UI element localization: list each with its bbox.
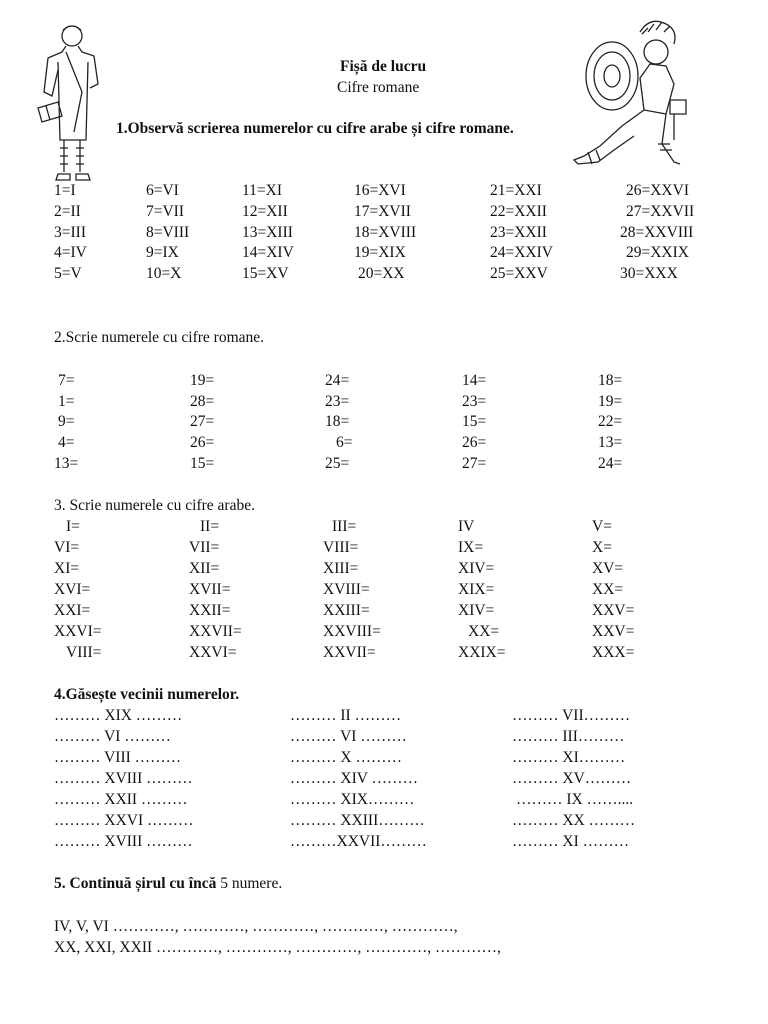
table-cell: 3=III xyxy=(54,224,86,241)
table-cell: 17=XVII xyxy=(354,203,411,220)
table-cell: II= xyxy=(200,518,220,535)
table-cell: ……… VIII ……… xyxy=(54,749,182,766)
roman-citizen-illustration xyxy=(36,22,106,182)
table-cell: ……… XI……… xyxy=(512,749,626,766)
table-row xyxy=(0,225,768,245)
table-cell: 25=XXV xyxy=(490,265,548,282)
table-cell: XXIX= xyxy=(458,644,506,661)
section1-heading: 1.Observă scrierea numerelor cu cifre arabe și cifre romane. xyxy=(116,120,514,137)
table-cell: VIII= xyxy=(66,644,102,661)
table-row xyxy=(0,414,768,434)
table-cell: 30=XXX xyxy=(620,265,678,282)
section3-heading: 3. Scrie numerele cu cifre arabe. xyxy=(54,497,255,514)
table-cell: XXVII= xyxy=(323,644,376,661)
table-cell: 25= xyxy=(325,455,350,472)
table-cell: ……… XXVI ……… xyxy=(54,812,194,829)
table-cell: ……… VII……… xyxy=(512,707,631,724)
table-cell: ……… IX …….... xyxy=(516,791,634,808)
section5-line-2: XX, XXI, XXII …………, …………, …………, …………, …………, xyxy=(54,939,501,956)
table-cell: 13= xyxy=(54,455,79,472)
table-cell: ……… III……… xyxy=(512,728,625,745)
table-cell: 11=XI xyxy=(242,182,283,199)
table-cell: 13= xyxy=(598,434,623,451)
table-cell: 5=V xyxy=(54,265,82,282)
table-cell: 7=VII xyxy=(146,203,185,220)
table-row xyxy=(0,183,768,203)
table-row xyxy=(0,245,768,265)
section5-line-1: IV, V, VI …………, …………, …………, …………, …………, xyxy=(54,918,458,935)
table-cell: VII= xyxy=(189,539,220,556)
table-cell: 15= xyxy=(462,413,487,430)
table-cell: 6=VI xyxy=(146,182,179,199)
table-row xyxy=(0,456,768,476)
table-cell: 7= xyxy=(58,372,75,389)
table-row xyxy=(0,582,768,602)
table-cell: 28=XXVIII xyxy=(620,224,694,241)
table-cell: 2=II xyxy=(54,203,81,220)
table-cell: XXII= xyxy=(189,602,231,619)
table-cell: XIV= xyxy=(458,560,495,577)
table-cell: 26= xyxy=(190,434,215,451)
table-cell: ……… X ……… xyxy=(290,749,402,766)
table-cell: 15= xyxy=(190,455,215,472)
table-cell: 15=XV xyxy=(242,265,289,282)
table-cell: 29=XXIX xyxy=(626,244,689,261)
table-cell: III= xyxy=(332,518,357,535)
table-cell: ……… II ……… xyxy=(290,707,402,724)
table-cell: 14= xyxy=(462,372,487,389)
table-cell: ……… XXIII……… xyxy=(290,812,425,829)
table-cell: 4=IV xyxy=(54,244,87,261)
table-cell: 22= xyxy=(598,413,623,430)
table-cell: 13=XIII xyxy=(242,224,293,241)
table-cell: 24= xyxy=(325,372,350,389)
table-cell: 24=XXIV xyxy=(490,244,553,261)
table-cell: 1= xyxy=(58,393,75,410)
table-cell: 10=X xyxy=(146,265,182,282)
table-cell: ………XXVII……… xyxy=(290,833,427,850)
table-row xyxy=(0,204,768,224)
table-row xyxy=(0,540,768,560)
table-row xyxy=(0,771,768,791)
table-cell: XXV= xyxy=(592,623,635,640)
table-cell: 14=XIV xyxy=(242,244,294,261)
section4-heading: 4.Găsește vecinii numerelor. xyxy=(54,686,240,703)
table-cell: 18= xyxy=(325,413,350,430)
table-cell: XXVI= xyxy=(54,623,102,640)
table-cell: XIII= xyxy=(323,560,359,577)
table-cell: XVI= xyxy=(54,581,91,598)
table-cell: 9=IX xyxy=(146,244,179,261)
section5-heading xyxy=(54,876,282,892)
table-row xyxy=(0,708,768,728)
table-cell: XIX= xyxy=(458,581,495,598)
table-cell: 28= xyxy=(190,393,215,410)
table-cell: VIII= xyxy=(323,539,359,556)
table-cell: 26= xyxy=(462,434,487,451)
table-cell: 9= xyxy=(58,413,75,430)
table-cell: XIV= xyxy=(458,602,495,619)
table-row xyxy=(0,394,768,414)
table-cell: ……… XI ……… xyxy=(512,833,630,850)
table-cell: ……… VI ……… xyxy=(54,728,171,745)
table-row xyxy=(0,750,768,770)
table-cell: XX= xyxy=(592,581,624,598)
table-cell: ……… XIX……… xyxy=(290,791,415,808)
section5-heading-bold: 5. Continuă șirul cu încă xyxy=(54,875,217,892)
table-cell: ……… VI ……… xyxy=(290,728,407,745)
table-cell: 23= xyxy=(462,393,487,410)
table-row xyxy=(0,373,768,393)
table-row xyxy=(0,603,768,623)
table-cell: 1=I xyxy=(54,182,76,199)
table-cell: ……… XV……… xyxy=(512,770,632,787)
table-cell: 27=XXVII xyxy=(626,203,695,220)
table-cell: XXVI= xyxy=(189,644,237,661)
table-cell: XII= xyxy=(189,560,220,577)
table-cell: 19= xyxy=(598,393,623,410)
table-row xyxy=(0,729,768,749)
table-cell: IX= xyxy=(458,539,484,556)
table-cell: XI= xyxy=(54,560,80,577)
table-cell: XV= xyxy=(592,560,624,577)
table-cell: 27= xyxy=(190,413,215,430)
table-cell: 8=VIII xyxy=(146,224,190,241)
table-cell: XXI= xyxy=(54,602,91,619)
section5-heading-number: 5 xyxy=(220,875,228,892)
section2-heading: 2.Scrie numerele cu cifre romane. xyxy=(54,329,265,346)
table-cell: V= xyxy=(592,518,612,535)
table-cell: XXVIII= xyxy=(323,623,381,640)
table-row xyxy=(0,834,768,854)
table-cell: 21=XXI xyxy=(490,182,542,199)
table-cell: ……… XX ……… xyxy=(512,812,636,829)
table-cell: 23= xyxy=(325,393,350,410)
section5-heading-tail: numere. xyxy=(231,875,283,892)
table-row xyxy=(0,792,768,812)
table-row xyxy=(0,519,768,539)
page-subtitle: Cifre romane xyxy=(337,79,420,96)
table-row xyxy=(0,813,768,833)
table-cell: 16=XVI xyxy=(354,182,406,199)
table-cell: 22=XXII xyxy=(490,203,547,220)
table-cell: 18= xyxy=(598,372,623,389)
table-cell: XVIII= xyxy=(323,581,370,598)
table-cell: 24= xyxy=(598,455,623,472)
table-row xyxy=(0,435,768,455)
table-cell: XX= xyxy=(468,623,500,640)
table-cell: I= xyxy=(66,518,80,535)
table-cell: 20=XX xyxy=(358,265,405,282)
table-cell: 26=XXVI xyxy=(626,182,689,199)
table-cell: ……… XVIII ……… xyxy=(54,770,193,787)
table-cell: 27= xyxy=(462,455,487,472)
table-cell: IV xyxy=(458,518,475,535)
page-title: Fișă de lucru xyxy=(340,58,427,75)
table-cell: XXV= xyxy=(592,602,635,619)
table-cell: XVII= xyxy=(189,581,231,598)
table-cell: 12=XII xyxy=(242,203,288,220)
table-cell: XXVII= xyxy=(189,623,242,640)
table-row xyxy=(0,561,768,581)
table-cell: 23=XXII xyxy=(490,224,547,241)
table-cell: 19= xyxy=(190,372,215,389)
table-row xyxy=(0,645,768,665)
table-row xyxy=(0,624,768,644)
table-cell: 4= xyxy=(58,434,75,451)
table-cell: VI= xyxy=(54,539,80,556)
table-cell: ……… XIX ……… xyxy=(54,707,183,724)
table-cell: 6= xyxy=(336,434,353,451)
table-row xyxy=(0,266,768,286)
table-cell: ……… XVIII ……… xyxy=(54,833,193,850)
table-cell: XXX= xyxy=(592,644,635,661)
table-cell: XXIII= xyxy=(323,602,370,619)
table-cell: 18=XVIII xyxy=(354,224,417,241)
table-cell: ……… XIV ……… xyxy=(290,770,419,787)
roman-soldier-illustration xyxy=(570,14,694,170)
table-cell: 19=XIX xyxy=(354,244,406,261)
table-cell: X= xyxy=(592,539,612,556)
table-cell: ……… XXII ……… xyxy=(54,791,188,808)
